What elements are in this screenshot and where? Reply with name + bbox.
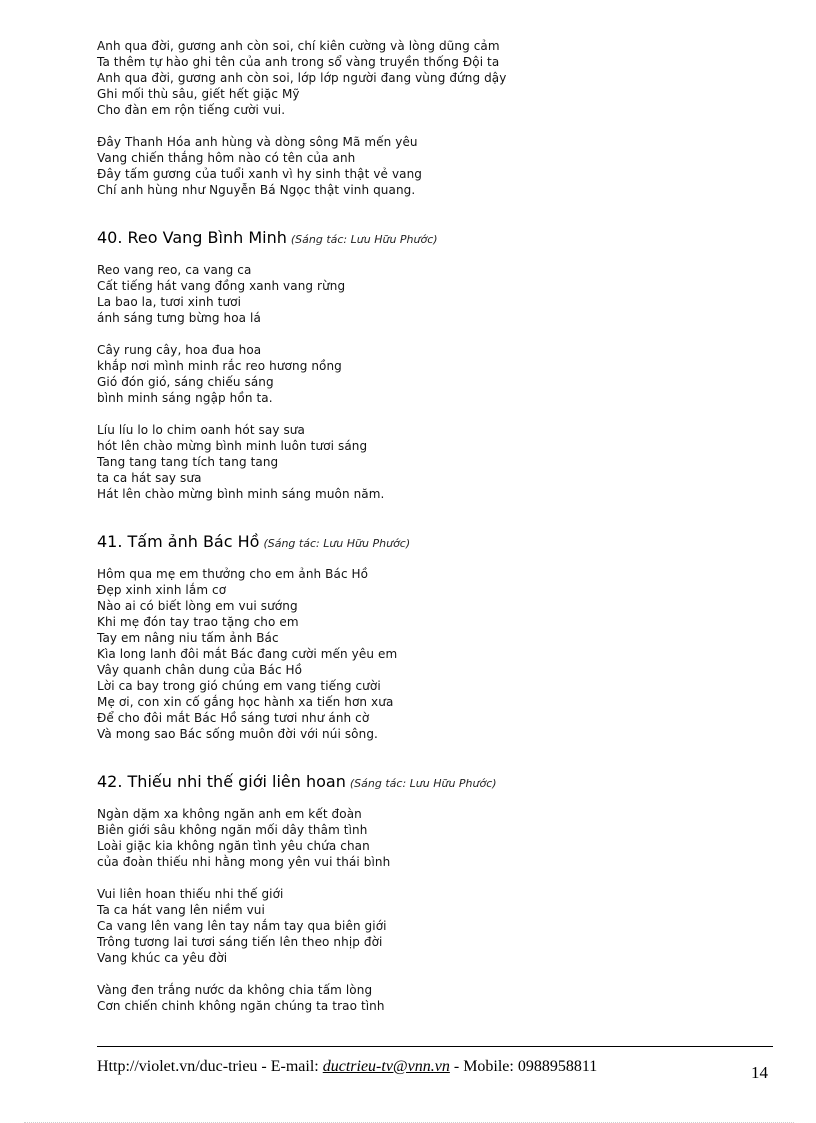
lyric-line: Chí anh hùng như Nguyễn Bá Ngọc thật vinh quang. (97, 183, 416, 197)
song-heading (97, 772, 777, 791)
lyric-line: Trông tương lai tươi sáng tiến lên theo nhịp đời (97, 935, 383, 949)
lyric-line: Ca vang lên vang lên tay nắm tay qua biên giới (97, 919, 387, 933)
lyric-line: Hát lên chào mừng bình minh sáng muôn năm. (97, 487, 385, 501)
footer-website[interactable]: Http://violet.vn/duc-trieu (97, 1058, 258, 1075)
lyric-line: Ta thêm tự hào ghi tên của anh trong sổ vàng truyền thống Đội ta (97, 55, 500, 69)
stanza (97, 982, 777, 1014)
lyric-line: Đẹp xinh xinh lắm cơ (97, 583, 227, 597)
song-author: (Sáng tác: Lưu Hữu Phước) (349, 777, 497, 790)
page-number: 14 (751, 1063, 768, 1082)
lyric-line: Kìa long lanh đôi mắt Bác đang cười mến yêu em (97, 647, 398, 661)
lyric-line: Cất tiếng hát vang đồng xanh vang rừng (97, 279, 346, 293)
stanza (97, 566, 777, 742)
stanza (97, 134, 777, 198)
lyric-line: Tang tang tang tích tang tang (97, 455, 279, 469)
lyric-line: Líu líu lo lo chim oanh hót say sưa (97, 423, 305, 437)
lyric-line: Cơn chiến chinh không ngăn chúng ta trao tình (97, 999, 385, 1013)
lyric-line: Anh qua đời, gương anh còn soi, lớp lớp người đang vùng đứng dậy (97, 71, 507, 85)
lyric-line: Vui liên hoan thiếu nhi thế giới (97, 887, 284, 901)
lyric-line: Ghi mối thù sâu, giết hết giặc Mỹ (97, 87, 300, 101)
stanza (97, 886, 777, 966)
lyric-line: ta ca hát say sưa (97, 471, 202, 485)
song-section (97, 532, 777, 742)
lyric-line: Vang chiến thắng hôm nào có tên của anh (97, 151, 356, 165)
song-title: 42. Thiếu nhi thế giới liên hoan (97, 772, 346, 791)
song-heading (97, 532, 777, 551)
song-list (97, 228, 777, 1014)
stanza (97, 806, 777, 870)
stanza (97, 422, 777, 502)
lyric-line: Cho đàn em rộn tiếng cười vui. (97, 103, 286, 117)
lyric-line: Khi mẹ đón tay trao tặng cho em (97, 615, 299, 629)
lyric-line: Vang khúc ca yêu đời (97, 951, 228, 965)
stanza (97, 262, 777, 326)
lyric-line: Vàng đen trắng nước da không chia tấm lòng (97, 983, 373, 997)
song-author: (Sáng tác: Lưu Hữu Phước) (290, 233, 438, 246)
lyric-line: ánh sáng tưng bừng hoa lá (97, 311, 261, 325)
lyric-line: Lời ca bay trong gió chúng em vang tiếng cười (97, 679, 381, 693)
footer-email-label: - E-mail: (257, 1058, 323, 1075)
lyric-line: hót lên chào mừng bình minh luôn tươi sáng (97, 439, 368, 453)
lyric-line: của đoàn thiếu nhi hằng mong yên vui thái bình (97, 855, 391, 869)
lyric-line: Đây tấm gương của tuổi xanh vì hy sinh thật vẻ vang (97, 167, 423, 181)
song-title: 40. Reo Vang Bình Minh (97, 228, 287, 247)
lyric-line: Biên giới sâu không ngăn mối dây thâm tình (97, 823, 368, 837)
lyric-line: Đây Thanh Hóa anh hùng và dòng sông Mã mến yêu (97, 135, 418, 149)
footer-divider (97, 1046, 773, 1047)
lyric-line: Tay em nâng niu tấm ảnh Bác (97, 631, 279, 645)
song-section (97, 228, 777, 502)
song-author: (Sáng tác: Lưu Hữu Phước) (263, 537, 411, 550)
page-footer (97, 1058, 773, 1076)
lyric-line: Anh qua đời, gương anh còn soi, chí kiên cường và lòng dũng cảm (97, 39, 500, 53)
lyric-line: bình minh sáng ngập hồn ta. (97, 391, 273, 405)
footer-email[interactable]: ductrieu-tv@vnn.vn (322, 1058, 450, 1075)
lyric-line: Cây rung cây, hoa đua hoa (97, 343, 262, 357)
song-title: 41. Tấm ảnh Bác Hồ (97, 532, 260, 551)
document-page (97, 38, 777, 1030)
footer-mobile: - Mobile: 0988958811 (449, 1058, 598, 1075)
lyric-line: Hôm qua mẹ em thưởng cho em ảnh Bác Hồ (97, 567, 369, 581)
stanza (97, 342, 777, 406)
lyric-line: La bao la, tươi xinh tươi (97, 295, 242, 309)
lyric-line: Ngàn dặm xa không ngăn anh em kết đoàn (97, 807, 362, 821)
intro-verses (97, 38, 777, 198)
lyric-line: Reo vang reo, ca vang ca (97, 263, 252, 277)
song-section (97, 772, 777, 1014)
lyric-line: Loài giặc kia không ngăn tình yêu chứa chan (97, 839, 370, 853)
lyric-line: Mẹ ơi, con xin cố gắng học hành xa tiến hơn xưa (97, 695, 394, 709)
lyric-line: Nào ai có biết lòng em vui sướng (97, 599, 298, 613)
lyric-line: Và mong sao Bác sống muôn đời với núi sông. (97, 727, 378, 741)
lyric-line: Để cho đôi mắt Bác Hồ sáng tươi như ánh cờ (97, 711, 370, 725)
lyric-line: Vây quanh chân dung của Bác Hồ (97, 663, 303, 677)
lyric-line: khắp nơi mình minh rắc reo hương nồng (97, 359, 342, 373)
stanza (97, 38, 777, 118)
lyric-line: Ta ca hát vang lên niềm vui (97, 903, 265, 917)
song-heading (97, 228, 777, 247)
lyric-line: Gió đón gió, sáng chiếu sáng (97, 375, 274, 389)
